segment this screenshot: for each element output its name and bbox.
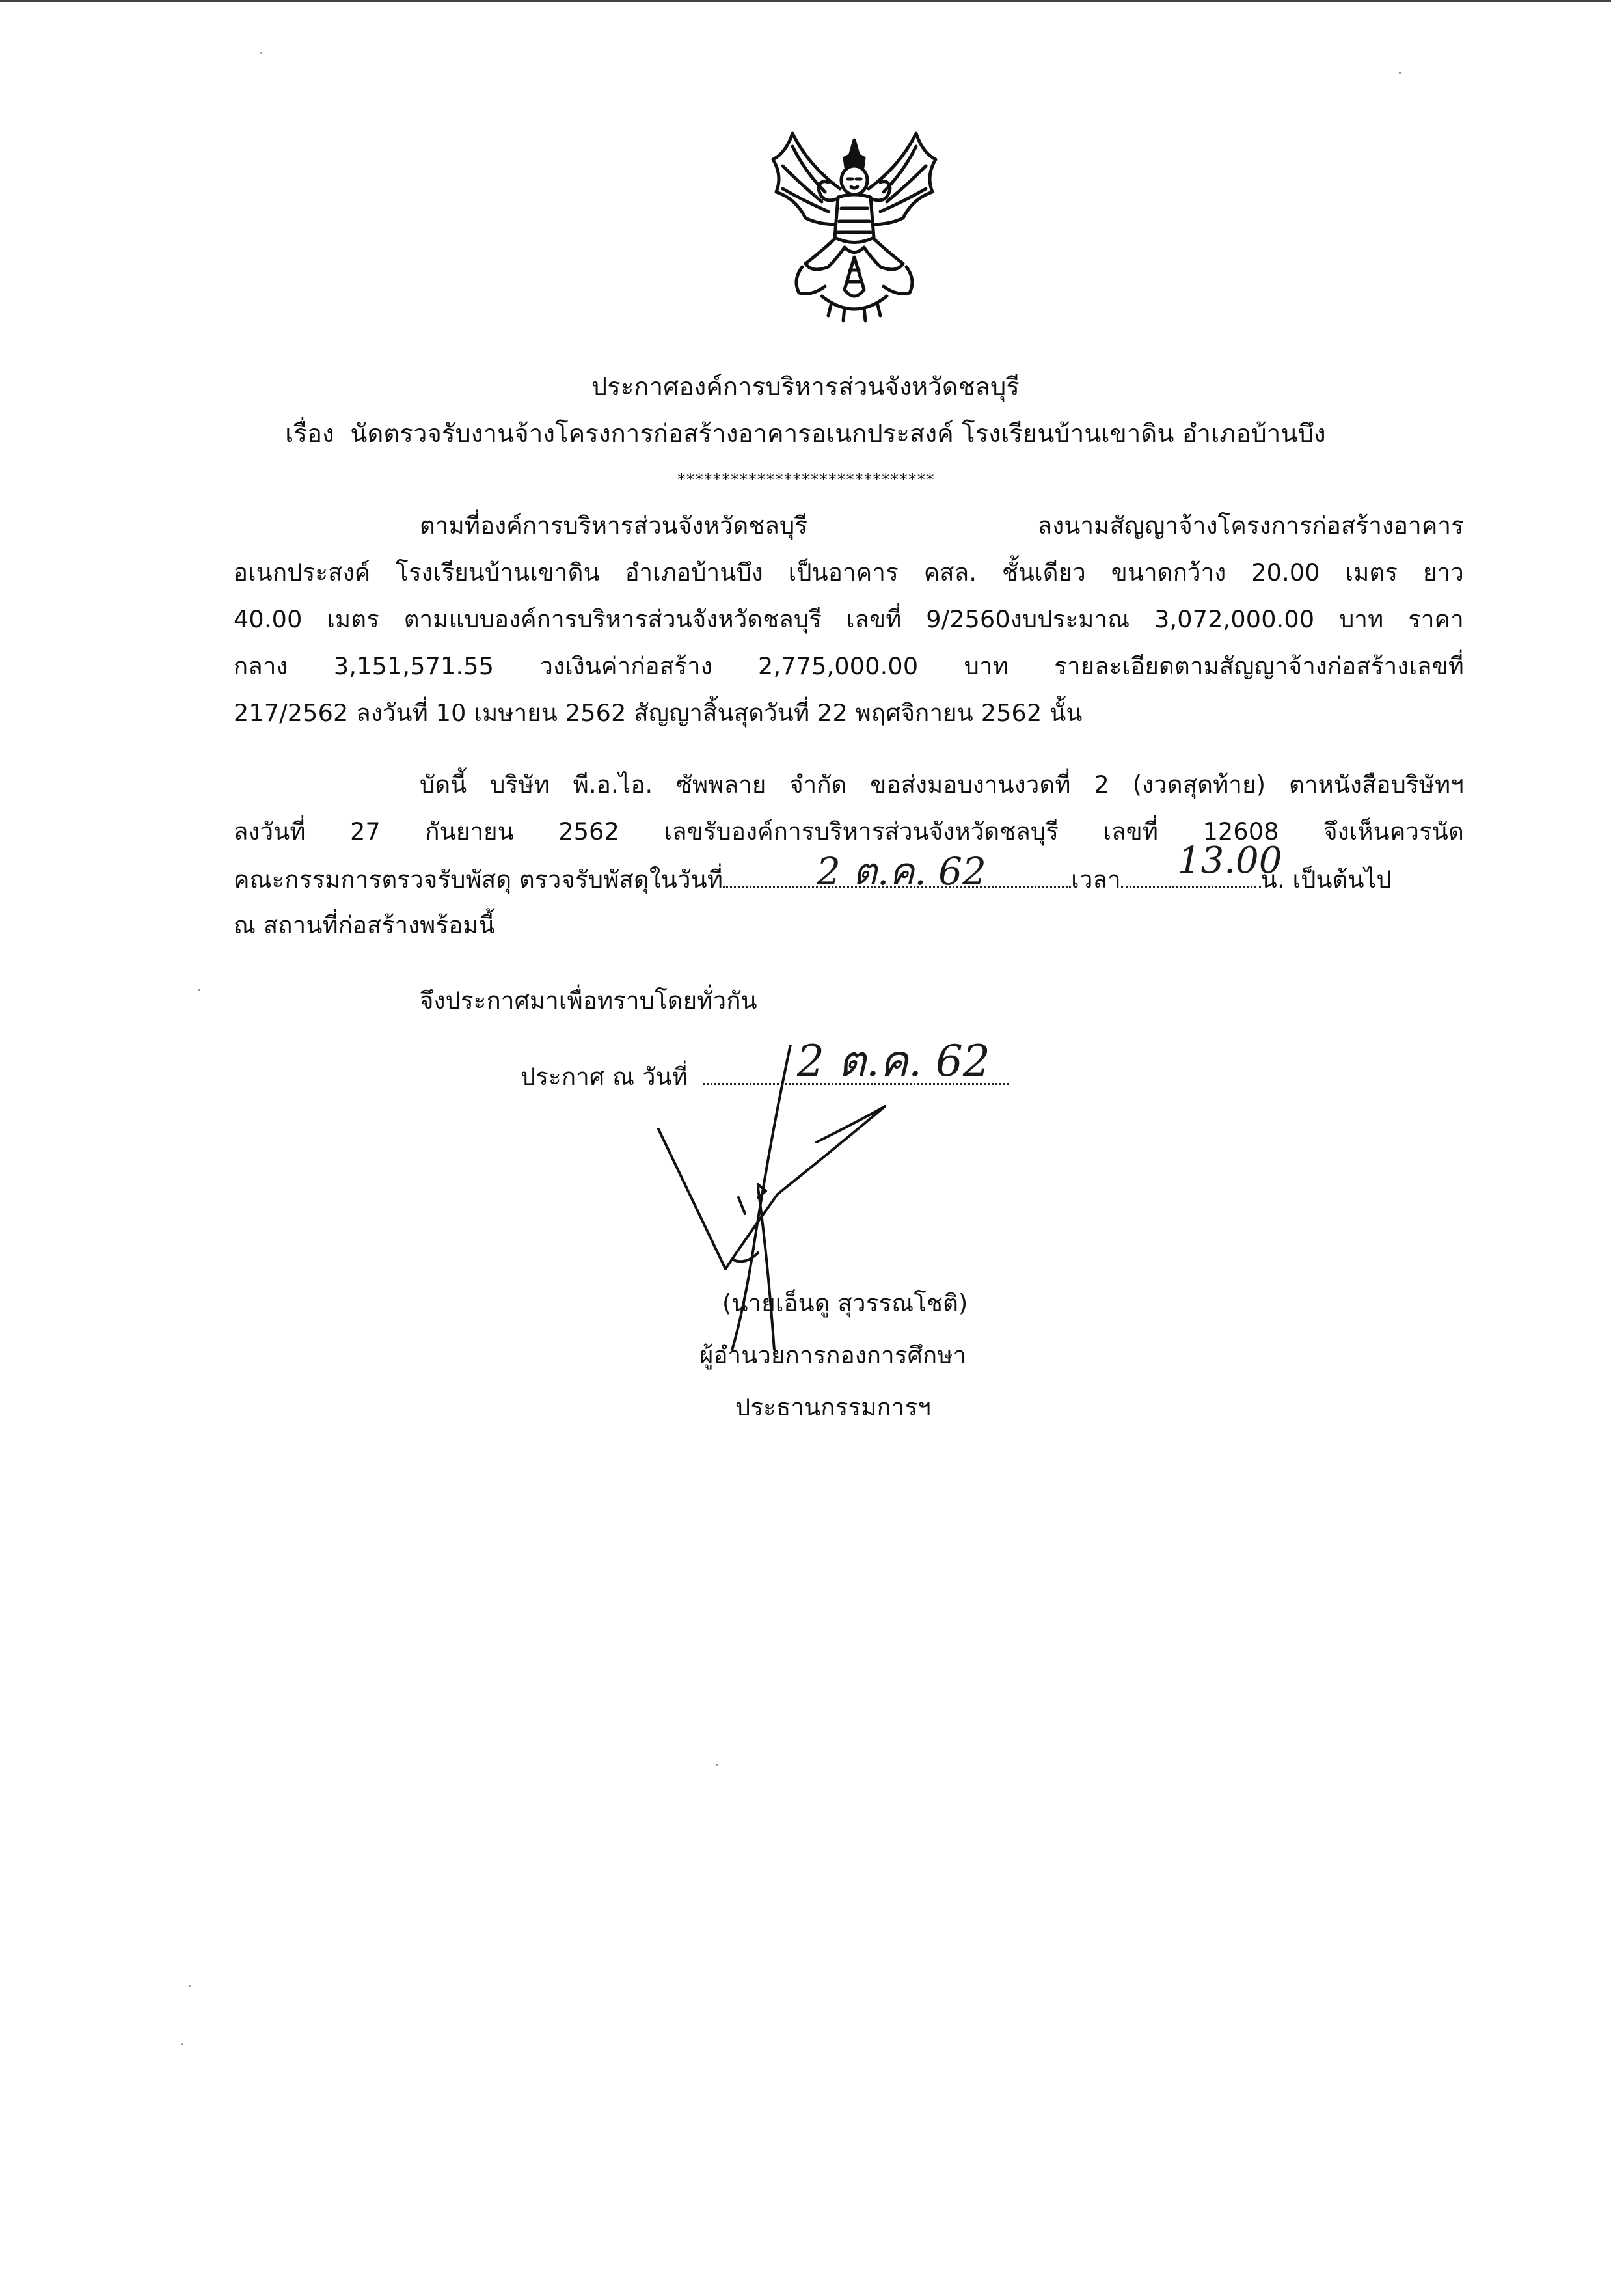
handwritten-inspection-date: 2 ต.ค. 62 [817,849,986,894]
paragraph1-line1: ตามที่องค์การบริหารส่วนจังหวัดชลบุรี ลงนามสัญญาจ้างโครงการก่อสร้างอาคาร [420,512,1464,540]
paragraph1-line5: 217/2562 ลงวันที่ 10 เมษายน 2562 สัญญาสิ้นสุดวันที่ 22 พฤศจิกายน 2562 นั้น [234,699,1083,727]
scan-speck [260,52,262,54]
scan-speck [181,2043,183,2045]
inspection-date-label: คณะกรรมการตรวจรับพัสดุ ตรวจรับพัสดุในวันที่ [234,866,724,894]
closing-announce: จึงประกาศมาเพื่อทราบโดยทั่วกัน [420,987,757,1015]
scan-edge [0,0,1611,2]
handwritten-announce-date: 2 ต.ค. 62 [797,1036,990,1086]
scan-speck [189,1985,191,1987]
announcement-title: ประกาศองค์การบริหารส่วนจังหวัดชลบุรี [591,372,1020,401]
scan-speck [198,989,200,991]
signatory-position: ผู้อำนวยการกองการศึกษา [699,1341,967,1369]
signatory-name: (นายเอ็นดู สุวรรณโชติ) [722,1289,968,1317]
scan-speck [1399,72,1401,74]
announcement-subject-line [0,418,1611,448]
inspection-time-label: เวลา [1071,866,1121,894]
separator-stars: ***************************** [677,471,934,489]
signatory-role: ประธานกรรมการฯ [735,1393,931,1421]
handwritten-inspection-time: 13.00 [1178,840,1282,882]
paragraph1-line4: กลาง 3,151,571.55 วงเงินค่าก่อสร้าง 2,775,000.00 บาท รายละเอียดตามสัญญาจ้างก่อสร้างเลขที่ [234,652,1464,680]
paragraph1-line3: 40.00 เมตร ตามแบบองค์การบริหารส่วนจังหวัดชลบุรี เลขที่ 9/2560งบประมาณ 3,072,000.00 บาท ราคา [234,605,1464,633]
paragraph1-line2: อเนกประสงค์ โรงเรียนบ้านเขาดิน อำเภอบ้านบึง เป็นอาคาร คสล. ชั้นเดียว ขนาดกว้าง 20.00 เมตร ยาว [234,558,1464,586]
paragraph2-line1: บัดนี้ บริษัท พี.อ.ไอ. ซัพพลาย จำกัด ขอส่งมอบงานงวดที่ 2 (งวดสุดท้าย) ตาหนังสือบริษัทฯ [420,771,1464,799]
subject-prefix: เรื่อง [285,419,334,448]
inspection-suffix: น. เป็นต้นไป [1260,866,1392,894]
subject-text: นัดตรวจรับงานจ้างโครงการก่อสร้างอาคารอเนกประสงค์ โรงเรียนบ้านเขาดิน อำเภอบ้านบึง [350,419,1326,448]
scan-speck [716,1764,718,1766]
paragraph2-line2: ลงวันที่ 27 กันยายน 2562 เลขรับองค์การบริหารส่วนจังหวัดชลบุรี เลขที่ 12608 จึงเห็นควรนัด [234,817,1464,845]
paragraph2-line4: ณ สถานที่ก่อสร้างพร้อมนี้ [234,911,495,939]
garuda-emblem-icon [747,127,962,342]
closing-date-label: ประกาศ ณ วันที่ [521,1063,688,1091]
